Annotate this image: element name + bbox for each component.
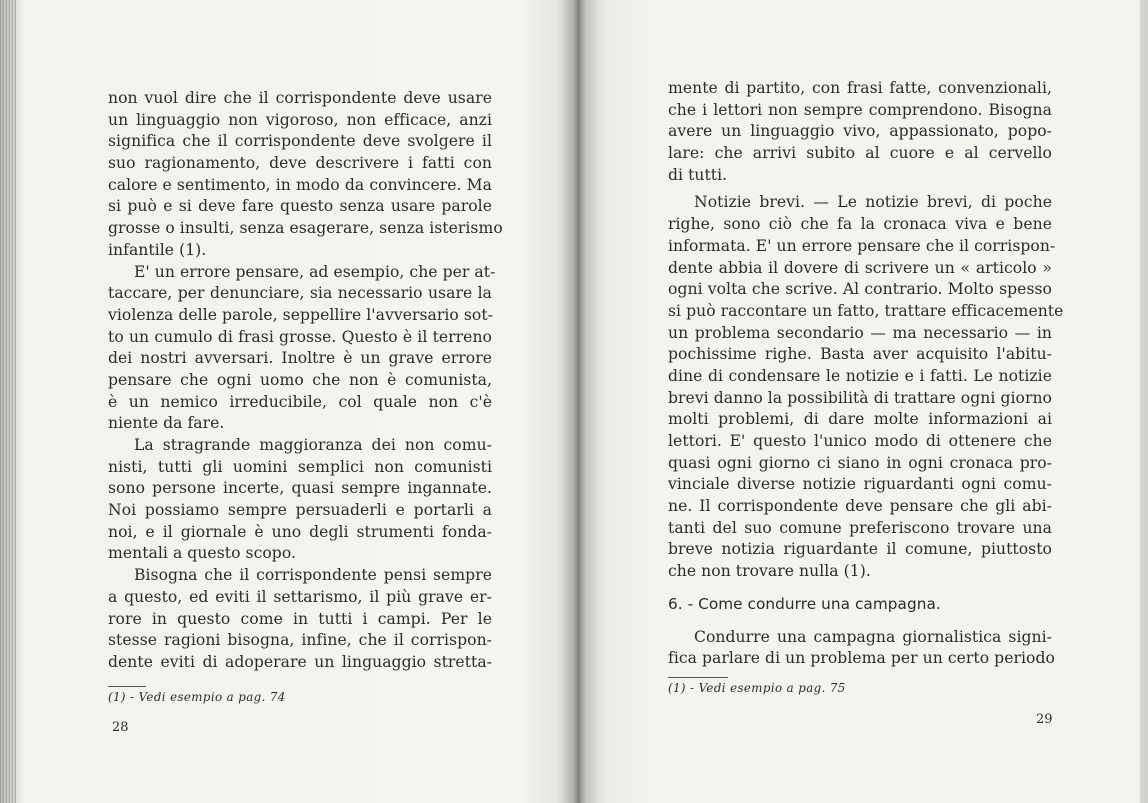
text-line: che i lettori non sempre comprendono. Bisogna (668, 100, 1052, 119)
page-number: 28 (112, 720, 129, 735)
text-line: to un cumulo di frasi grosse. Questo è il terreno (108, 327, 492, 346)
text-line: sono persone incerte, quasi sempre ingannate. (108, 479, 492, 498)
text-line: non vuol dire che il corrispondente deve usare (108, 89, 492, 107)
page-edges (1140, 0, 1148, 803)
text-line: significa che il corrispondente deve svolgere il (108, 132, 492, 151)
text-line: lettori. E' questo l'unico modo di ottenere che (668, 432, 1052, 450)
footnote: (1) - Vedi esempio a pag. 74 (108, 690, 286, 704)
text-line: suo ragionamento, deve descrivere i fatti con (108, 154, 492, 173)
text-line: dine di condensare le notizie e i fatti. Le notizie (668, 366, 1052, 385)
text-line: mentali a questo scopo. (108, 544, 297, 563)
left-page-body (108, 88, 503, 674)
text-line: dente eviti di adoperare un linguaggio stretta- (108, 652, 492, 671)
text-line: avere un linguaggio vivo, appassionato, popo- (668, 122, 1052, 141)
text-line: ne. Il corrispondente deve pensare che gli abi- (668, 497, 1052, 516)
text-line: pochissime righe. Basta aver acquisito l'abitu- (668, 345, 1052, 364)
text-line: rore in questo come in tutti i campi. Per le (108, 609, 492, 628)
text-line: breve notizia riguardante il comune, piuttosto (668, 540, 1052, 559)
text-line: si può raccontare un fatto, trattare efficacemente (668, 301, 1064, 320)
text-line: E' un errore pensare, ad esempio, che per at- (134, 262, 496, 281)
text-line: grosse o insulti, senza esagerare, senza isterismo (108, 219, 503, 238)
text-line: dei nostri avversari. Inoltre è un grave errore (108, 349, 492, 368)
text-line: Noi possiamo sempre persuaderli e portarli a (108, 501, 492, 520)
text-line: quasi ogni giorno ci siano in ogni cronaca pro- (668, 453, 1052, 472)
text-line: stesse ragioni bisogna, infine, che il corrispon- (108, 631, 492, 650)
footnote-rule (668, 677, 728, 678)
text-line: niente da fare. (108, 414, 225, 433)
text-line: che non trovare nulla (1). (668, 562, 871, 581)
text-line: Condurre una campagna giornalistica signi- (694, 627, 1052, 646)
footnote-rule (108, 686, 146, 687)
text-line: noi, e il giornale è uno degli strumenti fonda- (108, 522, 492, 541)
text-line: vinciale diverse notizie riguardanti ogni comu- (668, 475, 1052, 494)
section-heading: 6. - Come condurre una campagna. (668, 594, 941, 613)
text-line: un linguaggio non vigoroso, non efficace, anzi (108, 110, 492, 129)
footnote: (1) - Vedi esempio a pag. 75 (668, 681, 846, 695)
right-page-body (668, 78, 1064, 670)
text-line: mente di partito, con frasi fatte, convenzionali, (668, 79, 1052, 97)
text-line: si può e si deve fare questo senza usare parole (108, 197, 492, 216)
text-line: fica parlare di un problema per un certo periodo (668, 649, 1055, 668)
text-line: informata. E' un errore pensare che il corrispon- (668, 236, 1056, 255)
text-line: violenza delle parole, seppellire l'avversario sot- (108, 305, 493, 324)
text-line: un problema secondario — ma necessario — in (668, 323, 1052, 342)
text-line: è un nemico irreducibile, col quale non c'è (108, 392, 492, 411)
page-number: 29 (1036, 712, 1053, 727)
text-line: dente abbia il dovere di scrivere un « articolo » (668, 258, 1052, 277)
text-line: calore e sentimento, in modo da convincere. Ma (108, 175, 492, 194)
text-line: pensare che ogni uomo che non è comunista, (108, 370, 492, 389)
text-line: lare: che arrivi subito al cuore e al cervello (668, 144, 1052, 163)
text-line: taccare, per denunciare, sia necessario usare la (108, 284, 492, 303)
text-line: righe, sono ciò che fa la cronaca viva e bene (668, 215, 1052, 234)
text-line: Bisogna che il corrispondente pensi sempre (134, 566, 492, 585)
text-line: ogni volta che scrive. Al contrario. Molto spesso (668, 280, 1052, 299)
text-line: nisti, tutti gli uomini semplici non comunisti (108, 457, 492, 476)
text-line: brevi danno la possibilità di trattare ogni giorno (668, 388, 1052, 407)
text-line: di tutti. (668, 165, 728, 184)
book-spine (556, 0, 600, 803)
text-line: La stragrande maggioranza dei non comu- (134, 436, 492, 454)
text-line: tanti del suo comune preferiscono trovare una (668, 518, 1052, 537)
text-line: molti problemi, di dare molte informazioni ai (668, 410, 1052, 429)
page-edges (0, 0, 16, 803)
text-line: a questo, ed eviti il settarismo, il più grave er- (108, 587, 492, 606)
text-line: Notizie brevi. — Le notizie brevi, di poche (694, 193, 1052, 212)
text-line: infantile (1). (108, 240, 207, 259)
